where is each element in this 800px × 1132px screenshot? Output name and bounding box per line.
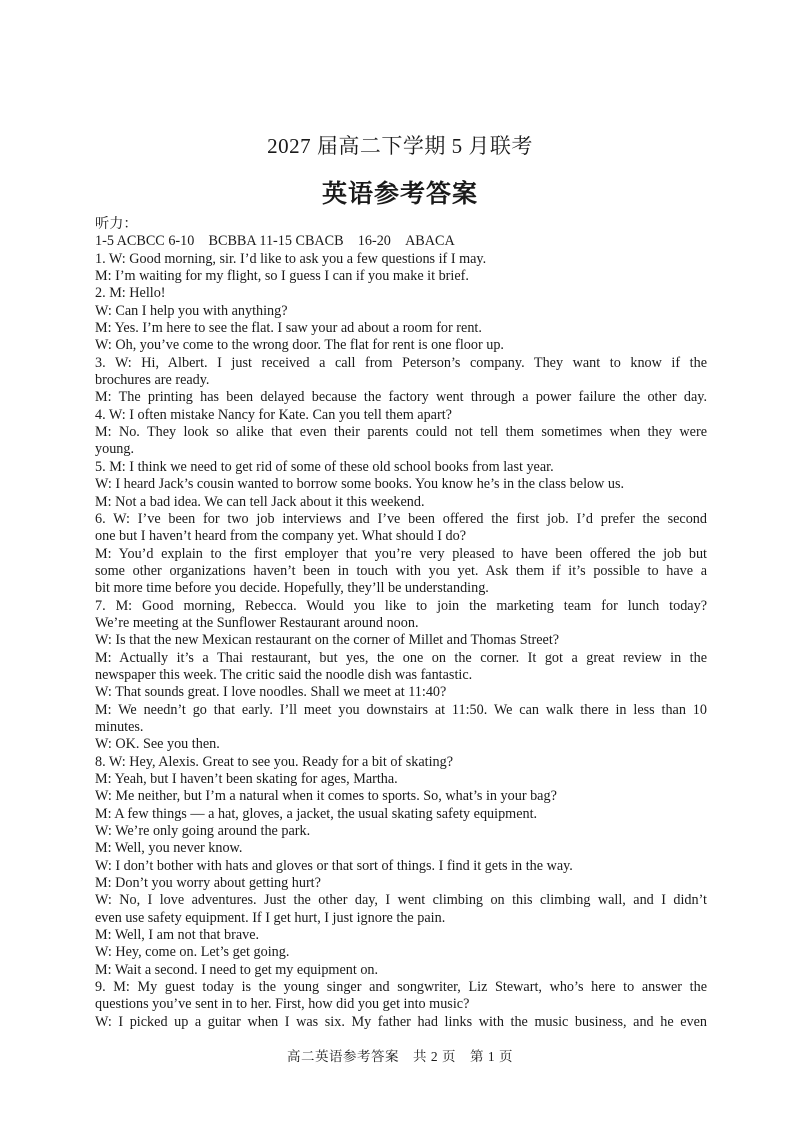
transcript-line: even use safety equipment. If I get hurt, I just ignore the pain. (95, 909, 446, 926)
transcript-line: 9. M: My guest today is the young singer and songwriter, Liz Stewart, who’s here to answer the (95, 979, 707, 996)
listening-transcript (95, 216, 707, 1031)
transcript-line: one but I haven’t heard from the company yet. What should I do? (95, 528, 467, 545)
transcript-line: 1-5 ACBCC 6-10 BCBBA 11-15 CBACB 16-20 ABACA (95, 233, 455, 250)
transcript-line: 8. W: Hey, Alexis. Great to see you. Ready for a bit of skating? (95, 753, 454, 770)
transcript-line: W: Me neither, but I’m a natural when it comes to sports. So, what’s in your bag? (95, 788, 557, 805)
transcript-line: W: Hey, come on. Let’s get going. (95, 944, 290, 961)
transcript-line: 4. W: I often mistake Nancy for Kate. Can you tell them apart? (95, 406, 452, 423)
transcript-line: W: Is that the new Mexican restaurant on the corner of Millet and Thomas Street? (95, 632, 560, 649)
transcript-line: 5. M: I think we need to get rid of some of these old school books from last year. (95, 458, 554, 475)
transcript-line: W: I don’t bother with hats and gloves or that sort of things. I find it gets in the way. (95, 857, 573, 874)
transcript-line: 2. M: Hello! (95, 285, 166, 302)
transcript-line: W: I heard Jack’s cousin wanted to borrow some books. You know he’s in the class below us. (95, 476, 625, 493)
transcript-line: minutes. (95, 718, 144, 735)
transcript-line: 3. W: Hi, Albert. I just received a call from Peterson’s company. They want to know if the (95, 354, 707, 371)
transcript-line: M: A few things — a hat, gloves, a jacket, the usual skating safety equipment. (95, 805, 538, 822)
transcript-line: W: We’re only going around the park. (95, 823, 311, 840)
transcript-line: 听力： (95, 216, 138, 232)
transcript-line: We’re meeting at the Sunflower Restaurant around noon. (95, 614, 419, 631)
transcript-line: M: No. They look so alike that even their parents could not tell them sometimes when they were (95, 424, 707, 441)
transcript-line: 6. W: I’ve been for two job interviews and I’ve been offered the first job. I’d prefer the second (95, 510, 707, 527)
transcript-line: W: That sounds great. I love noodles. Shall we meet at 11:40? (95, 684, 447, 701)
transcript-line: W: No, I love adventures. Just the other day, I went climbing on this climbing wall, and I didn’t (95, 892, 707, 909)
transcript-line: M: Yes. I’m here to see the flat. I saw your ad about a room for rent. (95, 320, 482, 337)
transcript-line: M: Yeah, but I haven’t been skating for ages, Martha. (95, 771, 398, 787)
transcript-line: bit more time before you decide. Hopefully, they’ll be understanding. (95, 580, 489, 597)
transcript-line: M: We needn’t go that early. I’ll meet you downstairs at 11:50. We can walk there in less than 10 (95, 701, 707, 718)
transcript-line: M: Actually it’s a Thai restaurant, but yes, the one on the corner. It got a great review in the (95, 649, 707, 666)
transcript-line: M: Well, you never know. (95, 840, 243, 857)
transcript-line: W: Can I help you with anything? (95, 302, 288, 319)
transcript-line: newspaper this week. The critic said the noodle dish was fantastic. (95, 666, 473, 683)
transcript-line: some other organizations haven’t been in touch with you yet. Ask them if it’s possible to have a (95, 562, 707, 579)
transcript-line: 1. W: Good morning, sir. I’d like to ask you a few questions if I may. (95, 250, 487, 267)
exam-title: 2027 届高二下学期 5 月联考 (267, 134, 533, 158)
transcript-line: W: OK. See you then. (95, 736, 220, 753)
page-footer: 高二英语参考答案 共 2 页 第 1 页 (287, 1049, 513, 1064)
transcript-line: M: The printing has been delayed because the factory went through a power failure the other day. (95, 389, 707, 406)
transcript-line: brochures are ready. (95, 372, 210, 389)
transcript-line: M: Not a bad idea. We can tell Jack about it this weekend. (95, 493, 425, 510)
transcript-line: young. (95, 441, 135, 458)
transcript-line: M: You’d explain to the first employer that you’re very pleased to have been offered the job but (95, 545, 707, 562)
transcript-line: M: Don’t you worry about getting hurt? (95, 875, 321, 892)
transcript-line: 7. M: Good morning, Rebecca. Would you like to join the marketing team for lunch today? (95, 597, 707, 614)
transcript-line: M: Wait a second. I need to get my equipment on. (95, 961, 379, 978)
transcript-line: M: Well, I am not that brave. (95, 927, 260, 944)
transcript-line: questions you’ve sent in to her. First, how did you get into music? (95, 996, 470, 1013)
transcript-line: M: I’m waiting for my flight, so I guess I can if you make it brief. (95, 268, 469, 285)
answer-key-heading: 英语参考答案 (321, 181, 478, 208)
transcript-line: W: I picked up a guitar when I was six. My father had links with the music business, and he even (95, 1013, 707, 1030)
transcript-line: W: Oh, you’ve come to the wrong door. The flat for rent is one floor up. (95, 337, 504, 354)
